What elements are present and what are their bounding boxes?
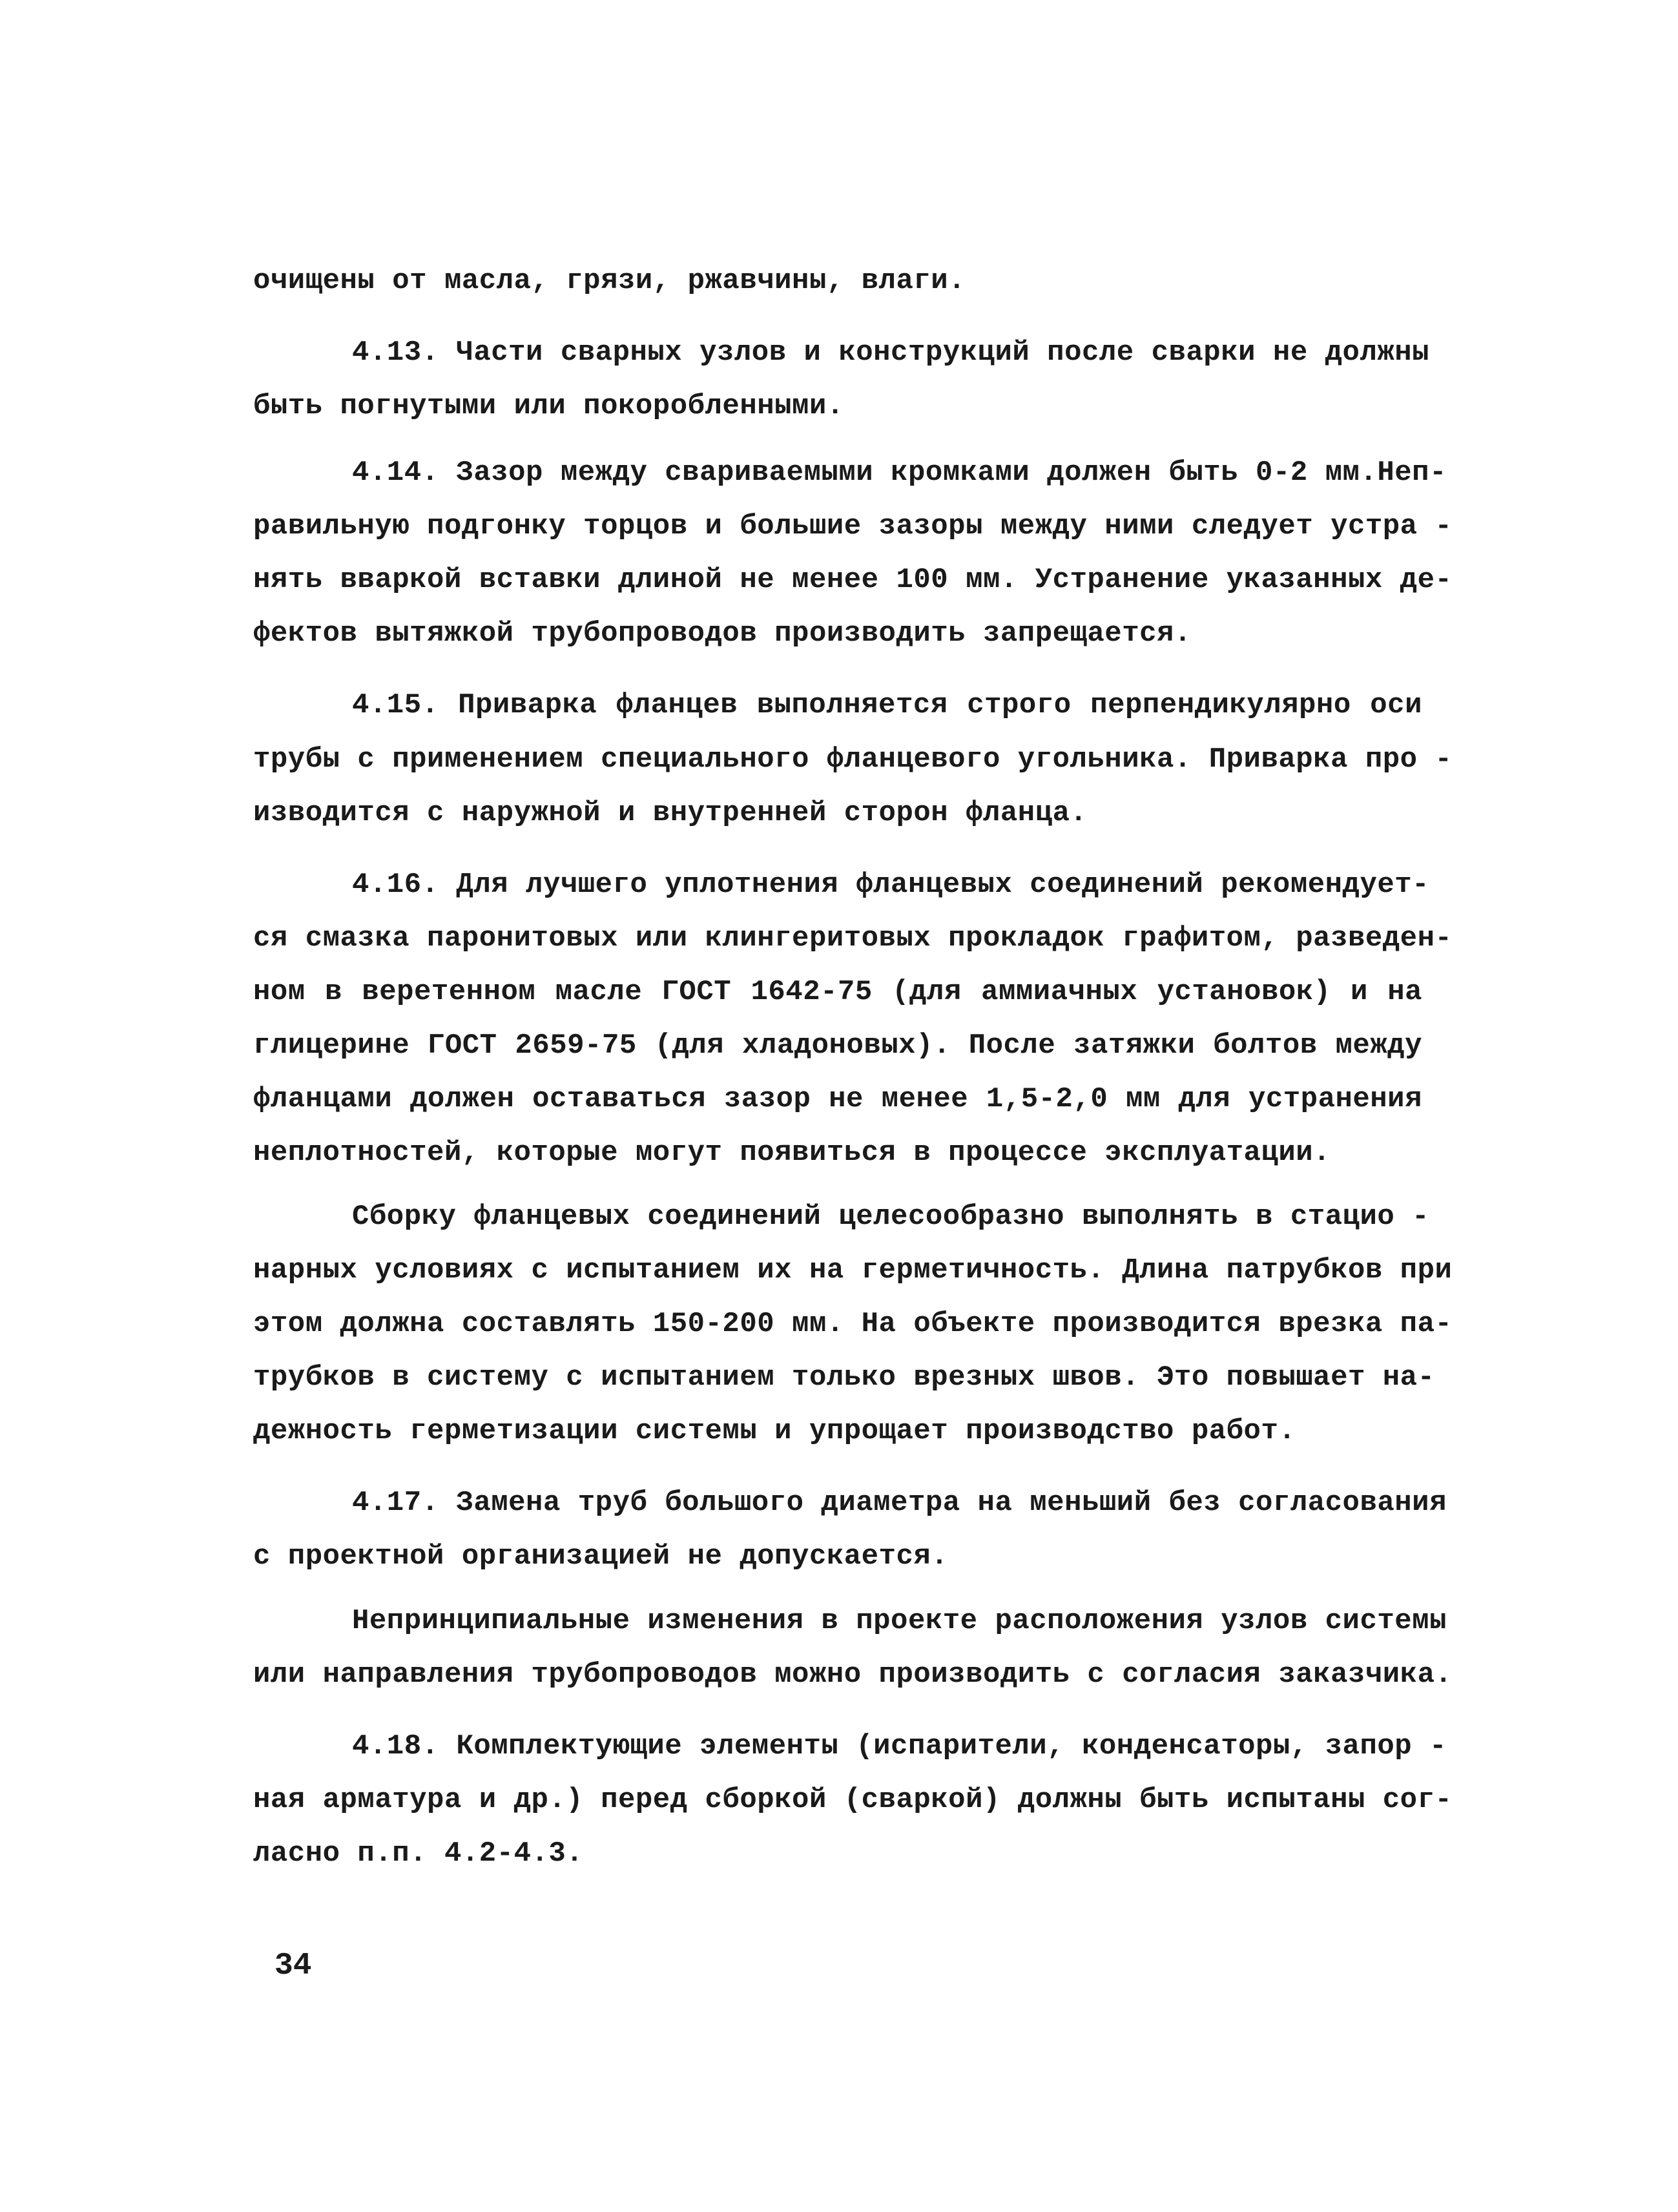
text-line: трубков в систему с испытанием только врезных швов. Это повышает на- <box>253 1361 1435 1394</box>
text-line: дежность герметизации системы и упрощает производство работ. <box>253 1415 1296 1447</box>
text-line: быть погнутыми или покоробленными. <box>253 390 844 422</box>
text-line: глицерине ГОСТ 2659-75 (для хладоновых). После затяжки болтов между <box>253 1029 1422 1062</box>
text-line: 4.16. Для лучшего уплотнения фланцевых соединений рекомендует- <box>352 869 1430 901</box>
text-line: Сборку фланцевых соединений целесообразно выполнять в стацио - <box>352 1201 1430 1233</box>
text-line: 4.18. Комплектующие элементы (испарители, конденсаторы, запор - <box>352 1730 1447 1762</box>
text-line: очищены от масла, грязи, ржавчины, влаги. <box>253 265 966 297</box>
text-line: ласно п.п. 4.2-4.3. <box>253 1837 584 1870</box>
text-line: нять вваркой вставки длиной не менее 100 мм. Устранение указанных де- <box>253 564 1453 596</box>
text-line: или направления трубопроводов можно производить с согласия заказчика. <box>253 1659 1453 1691</box>
text-line: Непринципиальные изменения в проекте расположения узлов системы <box>352 1605 1447 1637</box>
text-line: 4.14. Зазор между свариваемыми кромками должен быть 0-2 мм.Неп- <box>352 457 1447 489</box>
text-line: фектов вытяжкой трубопроводов производить запрещается. <box>253 617 1192 650</box>
text-line: 4.15. Приварка фланцев выполняется строго перпендикулярно оси <box>352 689 1422 721</box>
page-number: 34 <box>274 1948 312 1983</box>
text-line: ная арматура и др.) перед сборкой (сваркой) должны быть испытаны сог- <box>253 1784 1453 1816</box>
text-line: нарных условиях с испытанием их на герметичность. Длина патрубков при <box>253 1254 1453 1287</box>
text-line: ном в веретенном масле ГОСТ 1642-75 (для аммиачных установок) и на <box>253 976 1422 1008</box>
text-line: трубы с применением специального фланцевого угольника. Приварка про - <box>253 743 1453 776</box>
text-line: 4.13. Части сварных узлов и конструкций после сварки не должны <box>352 336 1430 369</box>
text-line: изводится с наружной и внутренней сторон фланца. <box>253 797 1088 829</box>
text-line: с проектной организацией не допускается. <box>253 1540 949 1573</box>
text-line: равильную подгонку торцов и большие зазоры между ними следует устра - <box>253 510 1453 543</box>
text-line: ся смазка паронитовых или клингеритовых прокладок графитом, разведен- <box>253 922 1453 955</box>
text-line: фланцами должен оставаться зазор не менее 1,5-2,0 мм для устранения <box>253 1083 1422 1115</box>
text-line: неплотностей, которые могут появиться в процессе эксплуатации. <box>253 1137 1331 1169</box>
text-line: этом должна составлять 150-200 мм. На объекте производится врезка па- <box>253 1308 1453 1340</box>
text-line: 4.17. Замена труб большого диаметра на меньший без согласования <box>352 1487 1447 1519</box>
